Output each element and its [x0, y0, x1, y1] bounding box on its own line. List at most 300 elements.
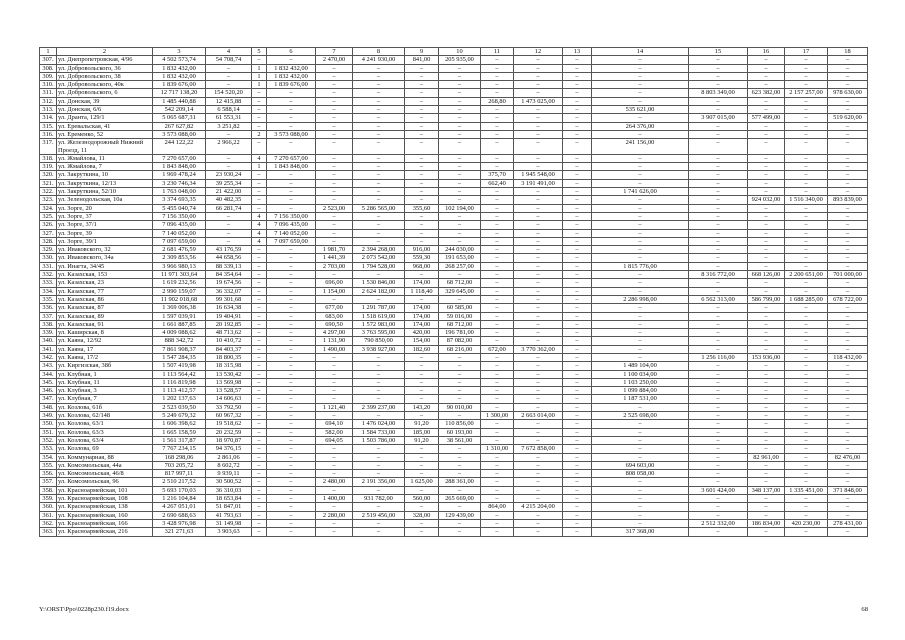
row-number: 341. — [40, 345, 57, 353]
table-row — [40, 329, 868, 337]
value-cell: 4 267 051,01 — [153, 503, 206, 511]
row-number: 353. — [40, 445, 57, 453]
value-cell: – — [563, 72, 592, 80]
value-cell: – — [439, 64, 481, 72]
value-cell: – — [592, 503, 689, 511]
value-cell: 2 157 257,00 — [785, 89, 828, 97]
value-cell: – — [316, 387, 353, 395]
value-cell: 268 257,00 — [439, 262, 481, 270]
value-cell: – — [748, 320, 785, 328]
value-cell: 1 — [252, 72, 267, 80]
value-cell: 5 693 170,03 — [153, 486, 206, 494]
value-cell: – — [252, 428, 267, 436]
value-cell: – — [563, 122, 592, 130]
address-cell: ул. Казахская, 23 — [57, 279, 153, 287]
value-cell: – — [252, 495, 267, 503]
value-cell: – — [689, 130, 748, 138]
table-row — [40, 453, 868, 461]
value-cell: 7 140 052,00 — [267, 229, 316, 237]
value-cell: – — [785, 130, 828, 138]
table-row — [40, 353, 868, 361]
row-number: 327. — [40, 229, 57, 237]
value-cell: – — [252, 345, 267, 353]
value-cell: 2 309 853,56 — [153, 254, 206, 262]
value-cell: – — [689, 312, 748, 320]
value-cell: 82 961,00 — [748, 453, 785, 461]
value-cell: 12 415,88 — [206, 97, 252, 105]
table-row — [40, 445, 868, 453]
value-cell: – — [828, 188, 868, 196]
value-cell: – — [481, 163, 514, 171]
value-cell: 2 990 159,07 — [153, 287, 206, 295]
row-number: 336. — [40, 304, 57, 312]
value-cell: – — [481, 470, 514, 478]
value-cell: – — [785, 420, 828, 428]
value-cell: – — [353, 122, 405, 130]
value-cell: 268,80 — [481, 97, 514, 105]
value-cell: – — [748, 362, 785, 370]
value-cell: – — [267, 329, 316, 337]
column-header: 6 — [267, 48, 316, 56]
value-cell: – — [439, 229, 481, 237]
value-cell: – — [439, 370, 481, 378]
value-cell: – — [267, 353, 316, 361]
value-cell: 968,00 — [405, 262, 439, 270]
value-cell: 288 361,00 — [439, 478, 481, 486]
value-cell: – — [405, 387, 439, 395]
value-cell: – — [828, 130, 868, 138]
value-cell: – — [514, 188, 563, 196]
value-cell: 1 131,90 — [316, 337, 353, 345]
value-cell: 60 967,32 — [206, 412, 252, 420]
address-cell: ул. Каяна, 17 — [57, 345, 153, 353]
value-cell: – — [267, 89, 316, 97]
value-cell: – — [748, 212, 785, 220]
value-cell: – — [267, 171, 316, 179]
value-cell: – — [439, 378, 481, 386]
value-cell: – — [439, 196, 481, 204]
value-cell: 1 291 787,00 — [353, 304, 405, 312]
value-cell: 267 627,82 — [153, 122, 206, 130]
value-cell: 59 016,00 — [439, 312, 481, 320]
value-cell: – — [592, 453, 689, 461]
value-cell: – — [481, 254, 514, 262]
value-cell: 701 000,00 — [828, 271, 868, 279]
value-cell: 1 103 250,00 — [592, 378, 689, 386]
value-cell: – — [563, 528, 592, 536]
value-cell: 1 400,00 — [316, 495, 353, 503]
value-cell: – — [592, 64, 689, 72]
value-cell: 1 839 676,00 — [153, 81, 206, 89]
value-cell: – — [252, 420, 267, 428]
value-cell: – — [748, 511, 785, 519]
value-cell: – — [439, 395, 481, 403]
table-row — [40, 246, 868, 254]
table-row — [40, 511, 868, 519]
value-cell: – — [439, 353, 481, 361]
value-cell: – — [514, 511, 563, 519]
value-cell: – — [592, 56, 689, 64]
value-cell: – — [689, 378, 748, 386]
value-cell: 321 271,63 — [153, 528, 206, 536]
value-cell: – — [748, 345, 785, 353]
value-cell: – — [252, 478, 267, 486]
value-cell: – — [828, 237, 868, 245]
value-cell: – — [353, 114, 405, 122]
row-number: 310. — [40, 81, 57, 89]
value-cell: 1 310,00 — [481, 445, 514, 453]
value-cell: 1 843 848,00 — [153, 163, 206, 171]
value-cell: – — [785, 495, 828, 503]
value-cell: 12 717 138,20 — [153, 89, 206, 97]
value-cell: – — [592, 486, 689, 494]
value-cell: – — [592, 420, 689, 428]
value-cell: 8 803 349,00 — [689, 89, 748, 97]
value-cell: – — [405, 64, 439, 72]
value-cell: 694,10 — [316, 420, 353, 428]
value-cell: 68 712,00 — [439, 320, 481, 328]
value-cell: 2 966,22 — [206, 139, 252, 155]
table-row — [40, 362, 868, 370]
value-cell: 586 799,00 — [748, 295, 785, 303]
value-cell: – — [353, 395, 405, 403]
value-cell: – — [563, 445, 592, 453]
value-cell: – — [405, 470, 439, 478]
address-cell: ул. Добровольского, 38 — [57, 72, 153, 80]
value-cell: – — [689, 139, 748, 155]
value-cell: – — [748, 420, 785, 428]
value-cell: – — [785, 503, 828, 511]
value-cell: – — [689, 212, 748, 220]
value-cell: – — [252, 412, 267, 420]
value-cell: – — [514, 436, 563, 444]
value-cell: – — [405, 378, 439, 386]
value-cell: – — [748, 81, 785, 89]
value-cell: 264 376,00 — [592, 122, 689, 130]
value-cell: 7 672 858,00 — [514, 445, 563, 453]
value-cell: 244 030,00 — [439, 246, 481, 254]
table-row — [40, 106, 868, 114]
table-row — [40, 528, 868, 536]
address-cell: ул. Дранта, 129/1 — [57, 114, 153, 122]
value-cell: – — [267, 403, 316, 411]
table-row — [40, 295, 868, 303]
row-number: 346. — [40, 387, 57, 395]
value-cell: – — [748, 221, 785, 229]
value-cell: – — [481, 486, 514, 494]
value-cell: – — [481, 519, 514, 527]
value-cell: – — [563, 345, 592, 353]
row-number: 314. — [40, 114, 57, 122]
value-cell: – — [481, 528, 514, 536]
value-cell: – — [481, 89, 514, 97]
address-cell: ул. Железнодорожный Нижний Проезд, 11 — [57, 139, 153, 155]
column-header: 5 — [252, 48, 267, 56]
value-cell: – — [267, 106, 316, 114]
value-cell: 99 301,68 — [206, 295, 252, 303]
table-row — [40, 139, 868, 155]
value-cell: – — [405, 212, 439, 220]
value-cell: – — [563, 453, 592, 461]
table-row — [40, 254, 868, 262]
value-cell: – — [748, 478, 785, 486]
address-cell: ул. Иваковского, 34а — [57, 254, 153, 262]
table-row — [40, 89, 868, 97]
value-cell: – — [405, 106, 439, 114]
value-cell: – — [405, 486, 439, 494]
value-cell: 91,20 — [405, 420, 439, 428]
value-cell: – — [481, 428, 514, 436]
value-cell: – — [316, 72, 353, 80]
value-cell: – — [267, 428, 316, 436]
value-cell: 1 118,40 — [405, 287, 439, 295]
value-cell: 1 476 024,00 — [353, 420, 405, 428]
value-cell: – — [514, 212, 563, 220]
address-cell: ул. Комсомольская, 44а — [57, 461, 153, 469]
value-cell: – — [514, 420, 563, 428]
row-number: 355. — [40, 461, 57, 469]
value-cell: – — [267, 295, 316, 303]
value-cell: 3 601 424,00 — [689, 486, 748, 494]
value-cell: – — [748, 171, 785, 179]
value-cell: – — [689, 403, 748, 411]
value-cell: 1 335 451,00 — [785, 486, 828, 494]
value-cell: 38 561,00 — [439, 436, 481, 444]
value-cell: – — [689, 154, 748, 162]
value-cell: – — [481, 461, 514, 469]
row-number: 339. — [40, 329, 57, 337]
value-cell: 5 286 565,00 — [353, 204, 405, 212]
value-cell: – — [592, 196, 689, 204]
value-cell: 1 300,00 — [481, 412, 514, 420]
value-cell: – — [563, 204, 592, 212]
value-cell: – — [439, 453, 481, 461]
value-cell: 893 839,00 — [828, 196, 868, 204]
value-cell: – — [481, 64, 514, 72]
row-number: 343. — [40, 362, 57, 370]
column-header: 1 — [40, 48, 57, 56]
value-cell: – — [481, 81, 514, 89]
value-cell: 7 270 657,00 — [153, 154, 206, 162]
value-cell: 13 530,42 — [206, 370, 252, 378]
value-cell: 7 861 908,37 — [153, 345, 206, 353]
value-cell: – — [353, 163, 405, 171]
value-cell: – — [748, 312, 785, 320]
value-cell: – — [439, 81, 481, 89]
value-cell: 3 573 088,00 — [153, 130, 206, 138]
value-cell: 931 782,00 — [353, 495, 405, 503]
value-cell: – — [563, 246, 592, 254]
value-cell: – — [563, 163, 592, 171]
value-cell: – — [563, 387, 592, 395]
value-cell: – — [252, 114, 267, 122]
value-cell: – — [252, 362, 267, 370]
value-cell: – — [785, 64, 828, 72]
value-cell: – — [514, 229, 563, 237]
address-cell: ул. Красноармейская, 216 — [57, 528, 153, 536]
row-number: 335. — [40, 295, 57, 303]
value-cell: – — [748, 262, 785, 270]
value-cell: – — [785, 254, 828, 262]
value-cell: – — [592, 130, 689, 138]
value-cell: – — [405, 353, 439, 361]
value-cell: – — [514, 64, 563, 72]
value-cell: 4 — [252, 229, 267, 237]
value-cell: 1 490,00 — [316, 345, 353, 353]
value-cell: 1 945 548,00 — [514, 171, 563, 179]
value-cell: 16 634,38 — [206, 304, 252, 312]
value-cell: – — [828, 320, 868, 328]
address-cell: ул. Киргизская, 38б — [57, 362, 153, 370]
value-cell: – — [828, 304, 868, 312]
value-cell: 2 286 998,00 — [592, 295, 689, 303]
value-cell: – — [353, 362, 405, 370]
value-cell: – — [689, 337, 748, 345]
value-cell: – — [252, 106, 267, 114]
value-cell: 1 516 340,00 — [785, 196, 828, 204]
value-cell: – — [353, 378, 405, 386]
value-cell: – — [563, 519, 592, 527]
value-cell: – — [514, 295, 563, 303]
value-cell: – — [353, 295, 405, 303]
value-cell: 1 121,40 — [316, 403, 353, 411]
value-cell: 19 674,56 — [206, 279, 252, 287]
value-cell: – — [785, 221, 828, 229]
value-cell: 90 010,00 — [439, 403, 481, 411]
value-cell: – — [316, 353, 353, 361]
value-cell: – — [514, 312, 563, 320]
value-cell: – — [252, 378, 267, 386]
row-number: 359. — [40, 495, 57, 503]
value-cell: – — [514, 304, 563, 312]
value-cell: – — [405, 179, 439, 187]
value-cell: 329 645,00 — [439, 287, 481, 295]
value-cell: – — [267, 503, 316, 511]
value-cell: – — [689, 428, 748, 436]
row-number: 350. — [40, 420, 57, 428]
value-cell: – — [689, 503, 748, 511]
value-cell: – — [405, 229, 439, 237]
value-cell: – — [748, 378, 785, 386]
value-cell: – — [785, 436, 828, 444]
value-cell: – — [353, 97, 405, 105]
value-cell: – — [563, 130, 592, 138]
row-number: 337. — [40, 312, 57, 320]
value-cell: – — [514, 353, 563, 361]
address-cell: ул. Закруткина, 12/13 — [57, 179, 153, 187]
value-cell: 519 620,00 — [828, 114, 868, 122]
address-cell: ул. Добровольского, 6 — [57, 89, 153, 97]
value-cell: – — [748, 395, 785, 403]
value-cell: – — [785, 279, 828, 287]
value-cell: – — [267, 179, 316, 187]
row-number: 330. — [40, 254, 57, 262]
table-row — [40, 470, 868, 478]
value-cell: – — [405, 453, 439, 461]
row-number: 352. — [40, 436, 57, 444]
value-cell: – — [405, 163, 439, 171]
value-cell: 3 938 927,00 — [353, 345, 405, 353]
value-cell: – — [828, 378, 868, 386]
value-cell: – — [481, 320, 514, 328]
value-cell: – — [828, 345, 868, 353]
address-cell: ул. Донская, 39 — [57, 97, 153, 105]
value-cell: 168 298,06 — [153, 453, 206, 461]
address-cell: ул. Зорге, 39/1 — [57, 237, 153, 245]
value-cell: – — [592, 72, 689, 80]
value-cell: – — [481, 271, 514, 279]
value-cell: – — [439, 470, 481, 478]
address-cell: ул. Красноармейская, 101 — [57, 486, 153, 494]
value-cell: 1 981,70 — [316, 246, 353, 254]
value-cell: 924 032,00 — [748, 196, 785, 204]
value-cell: – — [514, 320, 563, 328]
value-cell: – — [514, 453, 563, 461]
value-cell: – — [785, 56, 828, 64]
value-cell: – — [785, 237, 828, 245]
value-cell: – — [481, 262, 514, 270]
value-cell: – — [514, 154, 563, 162]
value-cell: 43 176,59 — [206, 246, 252, 254]
table-row — [40, 229, 868, 237]
value-cell: – — [748, 97, 785, 105]
value-cell: 1 100 034,00 — [592, 370, 689, 378]
value-cell: – — [316, 106, 353, 114]
value-cell: – — [514, 486, 563, 494]
value-cell: – — [785, 72, 828, 80]
value-cell: – — [828, 122, 868, 130]
value-cell: 2 681 476,59 — [153, 246, 206, 254]
value-cell: – — [267, 320, 316, 328]
value-cell: – — [316, 89, 353, 97]
value-cell: – — [316, 122, 353, 130]
value-cell: – — [689, 237, 748, 245]
value-cell: 535 621,00 — [592, 106, 689, 114]
value-cell: – — [748, 329, 785, 337]
value-cell: – — [481, 279, 514, 287]
value-cell: – — [689, 412, 748, 420]
value-cell: – — [405, 237, 439, 245]
table-row — [40, 403, 868, 411]
address-cell: ул. Козлова, 61б — [57, 403, 153, 411]
value-cell: – — [563, 436, 592, 444]
value-cell: – — [316, 445, 353, 453]
value-cell: – — [252, 97, 267, 105]
value-cell: – — [785, 304, 828, 312]
value-cell: 1 572 983,00 — [353, 320, 405, 328]
table-row — [40, 287, 868, 295]
row-number: 347. — [40, 395, 57, 403]
value-cell: – — [481, 122, 514, 130]
value-cell: 3 251,82 — [206, 122, 252, 130]
value-cell: 1 530 846,00 — [353, 279, 405, 287]
value-cell: – — [828, 461, 868, 469]
value-cell: – — [592, 237, 689, 245]
value-cell: – — [267, 420, 316, 428]
value-cell: – — [353, 461, 405, 469]
value-cell: 2 512 332,00 — [689, 519, 748, 527]
value-cell: – — [592, 445, 689, 453]
address-cell: ул. Козлова, 62/148 — [57, 412, 153, 420]
value-cell: 40 482,35 — [206, 196, 252, 204]
value-cell: 82 476,00 — [828, 453, 868, 461]
row-number: 316. — [40, 130, 57, 138]
value-cell: – — [514, 89, 563, 97]
table-row — [40, 486, 868, 494]
table-row — [40, 163, 868, 171]
value-cell: – — [252, 188, 267, 196]
value-cell: – — [563, 64, 592, 72]
